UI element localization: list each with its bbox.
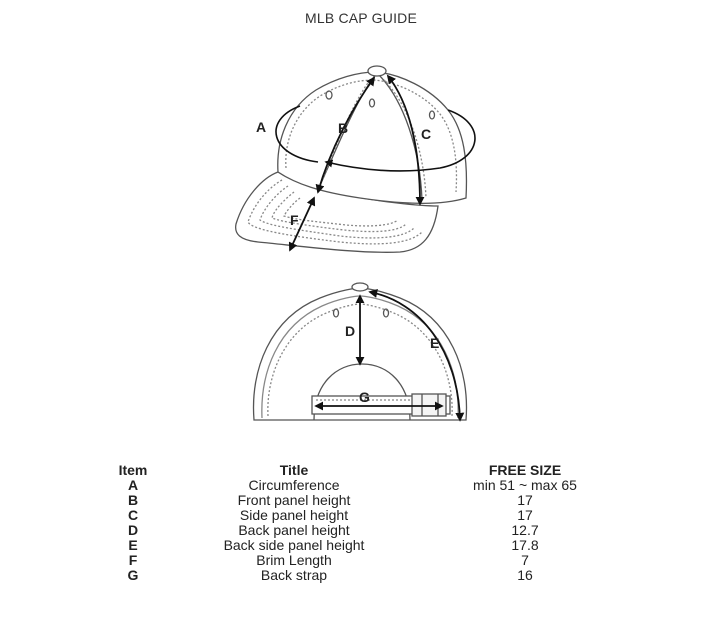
- size-table-header: [96, 462, 632, 478]
- row-item: A: [127, 477, 139, 493]
- label-d: D: [345, 323, 356, 339]
- row-title: Side panel height: [239, 507, 349, 523]
- label-f: F: [290, 212, 299, 228]
- table-row: [96, 568, 632, 583]
- row-item: D: [127, 522, 139, 538]
- strap-buckle: [412, 394, 446, 416]
- size-table: [96, 462, 632, 583]
- row-item: C: [127, 507, 139, 523]
- label-a: A: [256, 119, 267, 135]
- header-item: Item: [118, 461, 148, 478]
- back-top-button: [352, 283, 368, 291]
- cap-top-button: [368, 66, 386, 76]
- row-item: B: [127, 492, 139, 508]
- label-c: C: [421, 126, 432, 142]
- label-b: B: [338, 120, 349, 136]
- row-title: Back side panel height: [223, 537, 365, 553]
- header-title: Title: [279, 461, 309, 478]
- row-item: E: [128, 537, 138, 553]
- row-item: F: [128, 552, 138, 568]
- row-value: 17.8: [511, 537, 539, 553]
- row-title: Circumference: [248, 477, 340, 493]
- table-row: [96, 538, 632, 553]
- row-title: Back panel height: [238, 522, 350, 538]
- row-title: Front panel height: [237, 492, 351, 508]
- table-row: [96, 553, 632, 568]
- row-value: 17: [517, 507, 533, 523]
- row-title: Brim Length: [256, 552, 332, 568]
- label-g: G: [359, 389, 370, 405]
- row-value: 16: [517, 567, 533, 583]
- row-value: 12.7: [511, 522, 539, 538]
- row-title: Back strap: [260, 567, 328, 583]
- table-row: [96, 508, 632, 523]
- table-row: [96, 478, 632, 493]
- row-value: min 51 ~ max 65: [473, 477, 577, 493]
- row-value: 17: [517, 492, 533, 508]
- cap-crown: [278, 72, 467, 203]
- label-e: E: [430, 335, 440, 351]
- page-title: MLB CAP GUIDE: [304, 10, 418, 26]
- cap-side-view: [236, 66, 467, 252]
- table-row: [96, 523, 632, 538]
- row-item: G: [127, 567, 139, 583]
- table-row: [96, 493, 632, 508]
- row-value: 7: [521, 552, 529, 568]
- header-size: FREE SIZE: [488, 461, 562, 478]
